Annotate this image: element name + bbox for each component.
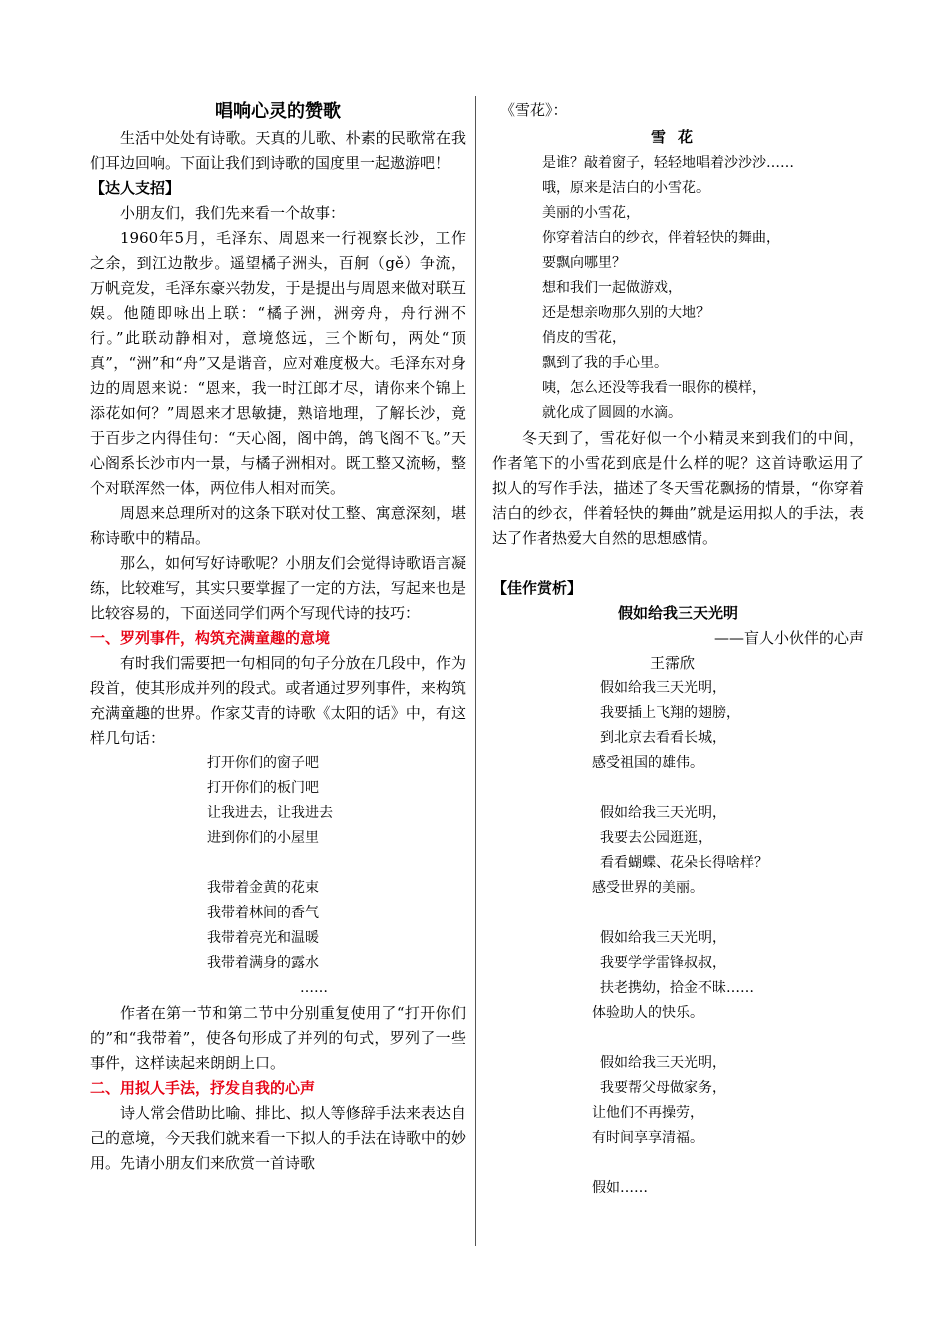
poem-line: 我要去公园逛逛， bbox=[600, 830, 712, 846]
poem-line: 感受祖国的雄伟。 bbox=[592, 755, 704, 771]
poem-line: 让他们不再操劳， bbox=[592, 1105, 704, 1121]
section-heading-tips: 【达人支招】 bbox=[90, 179, 181, 197]
featured-poem-title: 假如给我三天光明 bbox=[617, 604, 738, 622]
poem-line: 还是想亲吻那久别的大地？ bbox=[542, 305, 710, 321]
poem-stanza bbox=[492, 676, 864, 776]
tip2-paragraph: 诗人常会借助比喻、排比、拟人等修辞手法来表达自己的意境，今天我们就来看一下拟人的手法在诗歌中的妙用。先请小朋友们来欣赏一首诗歌 bbox=[90, 1104, 466, 1172]
snow-poem bbox=[492, 151, 864, 426]
poem-line: 我要插上飞翔的翅膀， bbox=[600, 705, 740, 721]
poem-line: 打开你们的板门吧 bbox=[207, 780, 319, 796]
tip1-heading: 一、罗列事件，构筑充满童趣的意境 bbox=[90, 629, 331, 647]
poem-line: 我带着亮光和温暖 bbox=[207, 930, 319, 946]
poem-line: 要飘向哪里？ bbox=[542, 255, 626, 271]
snow-reference: 《雪花》： bbox=[500, 101, 568, 119]
poem-line: 进到你们的小屋里 bbox=[207, 830, 319, 846]
tip2-heading: 二、用拟人手法，抒发自我的心声 bbox=[90, 1079, 316, 1097]
poem-ending bbox=[492, 1176, 864, 1201]
poem-line: 假如…… bbox=[592, 1180, 648, 1196]
poem-line: 我带着金黄的花束 bbox=[207, 880, 319, 896]
poem-line: 我要帮父母做家务， bbox=[600, 1080, 726, 1096]
poem-line: 有时间享享清福。 bbox=[592, 1130, 704, 1146]
stanza-gap bbox=[207, 851, 466, 876]
poem-line: 飘到了我的手心里。 bbox=[542, 355, 668, 371]
poem-line: 打开你们的窗子吧 bbox=[207, 755, 319, 771]
poem-line: 想和我们一起做游戏， bbox=[542, 280, 682, 296]
poem-line: 让我进去，让我进去 bbox=[207, 805, 333, 821]
column-divider bbox=[475, 96, 476, 1246]
poem-line: 假如给我三天光明， bbox=[600, 930, 726, 946]
zhou-paragraph: 周恩来总理所对的这条下联对仗工整、寓意深刻，堪称诗歌中的精品。 bbox=[90, 504, 466, 547]
stanza-gap bbox=[492, 901, 864, 926]
how-paragraph: 那么，如何写好诗歌呢？小朋友们会觉得诗歌语言凝练，比较难写，其实只要掌握了一定的方法，写起来也是比较容易的，下面送同学们两个写现代诗的技巧： bbox=[90, 554, 466, 622]
poem-stanza bbox=[492, 1051, 864, 1151]
poem-stanza bbox=[492, 926, 864, 1026]
poem-line: 体验助人的快乐。 bbox=[592, 1005, 704, 1021]
stanza-gap bbox=[492, 776, 864, 801]
poem-line: 我带着满身的露水 bbox=[207, 955, 319, 971]
poem-line: 咦，怎么还没等我看一眼你的模样， bbox=[542, 380, 766, 396]
left-column bbox=[90, 98, 466, 1176]
section-heading-appreciation: 【佳作赏析】 bbox=[492, 579, 583, 597]
snow-poem-title: 雪花 bbox=[650, 128, 705, 146]
poem-line: 扶老携幼，拾金不昧…… bbox=[600, 980, 754, 996]
story-intro-paragraph: 小朋友们，我们先来看一个故事： bbox=[120, 204, 346, 222]
stanza-gap bbox=[492, 1151, 864, 1176]
poem-line: 你穿着洁白的纱衣，伴着轻快的舞曲， bbox=[542, 230, 780, 246]
poem-line: 俏皮的雪花， bbox=[542, 330, 626, 346]
intro-paragraph: 生活中处处有诗歌。天真的儿歌、朴素的民歌常在我们耳边回响。下面让我们到诗歌的国度里一起遨游吧！ bbox=[90, 129, 466, 172]
poem-line: 看看蝴蝶、花朵长得啥样？ bbox=[600, 855, 768, 871]
featured-poem-subtitle: ——盲人小伙伴的心声 bbox=[713, 629, 864, 647]
tip1-paragraph: 有时我们需要把一句相同的句子分放在几段中，作为段首，使其形成并列的段式。或者通过罗列事件，来构筑充满童趣的世界。作家艾青的诗歌《太阳的话》中，有这样几句话： bbox=[90, 654, 466, 747]
story-paragraph: 1960年5月，毛泽东、周恩来一行视察长沙，工作之余，到江边散步。遥望橘子洲头，百舸（gě）争流，万帆竞发，毛泽东豪兴勃发，于是提出与周恩来做对联互娱。他随即咏出上联：“橘子洲，洲旁舟，舟行洲不行。”此联动静相对，意境悠远，三个断句，两处“顶真”，“洲”和“舟”又是谐音，应对难度极大。毛泽东对身边的周恩来说：“恩来，我一时江郎才尽，请你来个锦上添花如何？”周恩来才思敏捷，熟谙地理，了解长沙，竟于百步之内得佳句：“天心阁，阁中鸽，鸽飞阁不飞。”天心阁系长沙市内一景，与橘子洲相对。既工整又流畅，整个对联浑然一体，两位伟人相对而笑。 bbox=[90, 229, 466, 497]
poem-line: 假如给我三天光明， bbox=[600, 1055, 726, 1071]
poem-line: 到北京去看看长城， bbox=[600, 730, 726, 746]
poem-line: 我要学学雷锋叔叔， bbox=[600, 955, 726, 971]
poem-line: 我带着林间的香气 bbox=[207, 905, 319, 921]
article-title: 唱响心灵的赞歌 bbox=[215, 101, 341, 122]
poem-line: 假如给我三天光明， bbox=[600, 680, 726, 696]
poem-line: 美丽的小雪花， bbox=[542, 205, 640, 221]
poem-stanza bbox=[492, 801, 864, 901]
after-poem-paragraph: 作者在第一节和第二节中分别重复使用了“打开你们的”和“我带着”，使各句形成了并列的句式，罗列了一些事件，这样读起来朗朗上口。 bbox=[90, 1004, 466, 1072]
poem-line: 感受世界的美丽。 bbox=[592, 880, 704, 896]
sun-poem bbox=[90, 751, 466, 976]
poem-line: 哦，原来是洁白的小雪花。 bbox=[542, 180, 710, 196]
spacer bbox=[492, 551, 864, 576]
stanza-gap bbox=[492, 1026, 864, 1051]
featured-poem-author: 王霈欣 bbox=[650, 654, 696, 672]
poem-line: 就化成了圆圆的水滴。 bbox=[542, 405, 682, 421]
poem-line: 假如给我三天光明， bbox=[600, 805, 726, 821]
poem-line: 是谁？敲着窗子，轻轻地唱着沙沙沙…… bbox=[542, 155, 794, 171]
right-column bbox=[492, 98, 864, 1201]
poem-ellipsis: …… bbox=[300, 980, 328, 996]
winter-paragraph: 冬天到了，雪花好似一个小精灵来到我们的中间，作者笔下的小雪花到底是什么样的呢？这首诗歌运用了拟人的写作手法，描述了冬天雪花飘扬的情景，“你穿着洁白的纱衣，伴着轻快的舞曲”就是运用拟人的手法，表达了作者热爱大自然的思想感情。 bbox=[492, 429, 864, 547]
